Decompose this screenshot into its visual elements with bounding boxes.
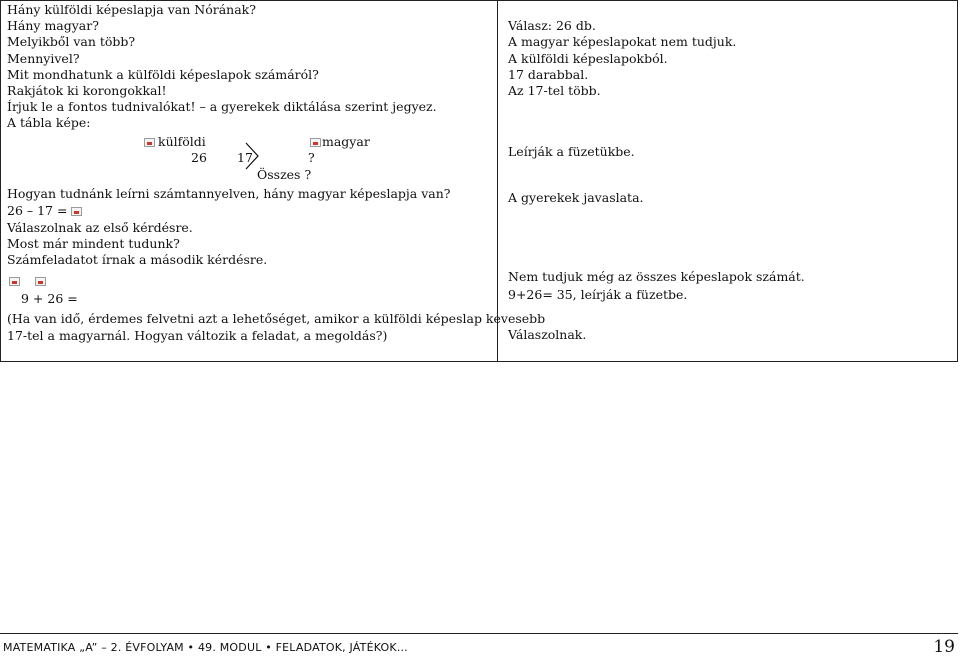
- instruction-write: Írjuk le a fontos tudnivalókat! – a gyerekek diktálása szerint jegyez.: [7, 99, 437, 114]
- question-how-much: Mennyivel?: [7, 51, 80, 66]
- question-which-more: Melyikből van több?: [7, 34, 136, 49]
- question-about-foreign: Mit mondhatunk a külföldi képeslapok számáról?: [7, 67, 319, 82]
- they-answer: Válaszolnak.: [508, 327, 587, 342]
- picture-icon: [9, 277, 20, 286]
- instruction-discs: Rakjátok ki korongokkal!: [7, 83, 167, 98]
- diagram-compare-value: 17: [237, 150, 253, 165]
- answer-count: Válasz: 26 db.: [508, 18, 596, 33]
- equation-addition: 9 + 26 =: [21, 291, 78, 306]
- diagram-foreign-label: külföldi: [158, 134, 206, 149]
- more-by: Az 17-tel több.: [508, 83, 601, 98]
- page-number: 19: [933, 637, 955, 657]
- from-foreign: A külföldi képeslapokból.: [508, 51, 668, 66]
- diagram-total: Összes ?: [257, 167, 312, 182]
- answer-first-question: Válaszolnak az első kérdésre.: [7, 220, 193, 235]
- picture-icon: [71, 207, 82, 216]
- picture-icon: [144, 138, 155, 147]
- equation-subtraction: 26 – 17 =: [7, 203, 82, 218]
- amount: 17 darabbal.: [508, 67, 589, 82]
- second-task: Számfeladatot írnak a második kérdésre.: [7, 252, 268, 267]
- sum-written: 9+26= 35, leírják a füzetbe.: [508, 287, 688, 302]
- question-foreign-count: Hány külföldi képeslapja van Nórának?: [7, 2, 256, 17]
- note-line-1: (Ha van idő, érdemes felvetni azt a lehetőséget, amikor a külföldi képeslap kevesebb: [7, 311, 546, 326]
- footer-title: MATEMATIKA „A” – 2. ÉVFOLYAM • 49. MODUL • FELADATOK, JÁTÉKOK…: [3, 641, 408, 654]
- diagram-foreign-value: 26: [191, 150, 207, 165]
- not-known-total: Nem tudjuk még az összes képeslapok számát.: [508, 269, 805, 284]
- now-known-question: Most már mindent tudunk?: [7, 236, 180, 251]
- board-heading: A tábla képe:: [7, 115, 91, 130]
- column-divider: [497, 0, 498, 362]
- question-hungarian-count: Hány magyar?: [7, 18, 99, 33]
- suggestions: A gyerekek javaslata.: [508, 190, 644, 205]
- write-down: Leírják a füzetükbe.: [508, 144, 635, 159]
- diagram-unknown: ?: [308, 150, 315, 165]
- diagram-hungarian-label: magyar: [322, 134, 370, 149]
- unknown-hungarian: A magyar képeslapokat nem tudjuk.: [508, 34, 737, 49]
- footer-rule: [0, 633, 958, 634]
- picture-icon: [35, 277, 46, 286]
- picture-icon: [310, 138, 321, 147]
- notation-question: Hogyan tudnánk leírni számtannyelven, hány magyar képeslapja van?: [7, 186, 451, 201]
- note-line-2: 17-tel a magyarnál. Hogyan változik a feladat, a megoldás?): [7, 328, 388, 343]
